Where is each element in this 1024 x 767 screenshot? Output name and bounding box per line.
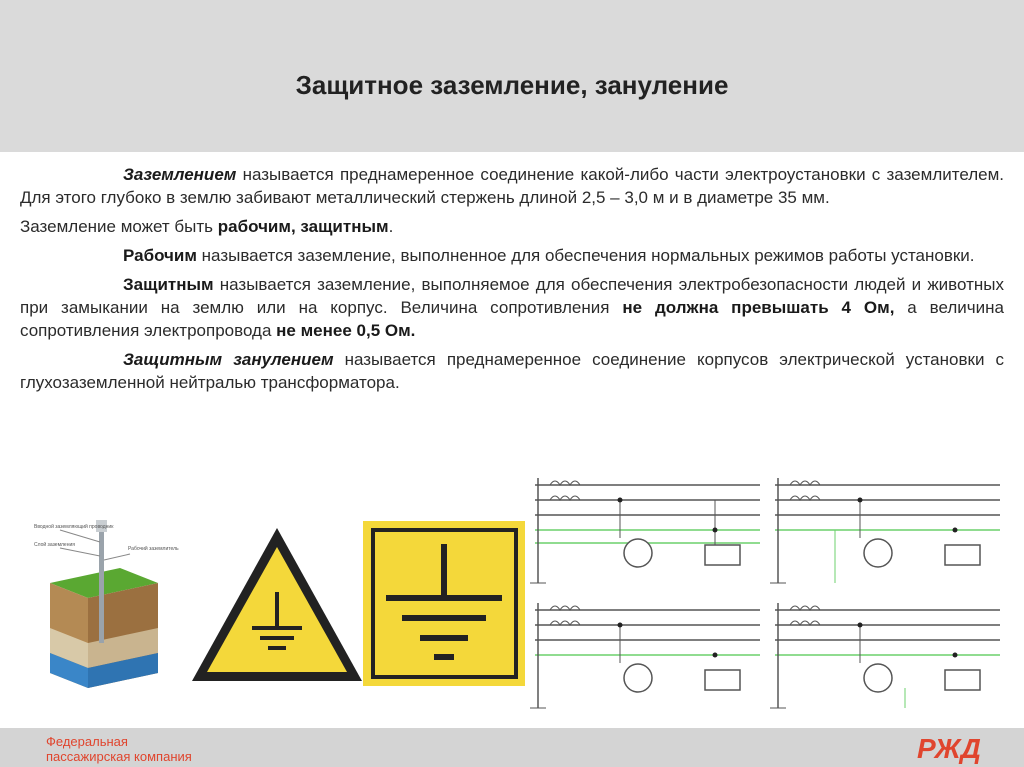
term-grounding: Заземлением xyxy=(123,165,237,184)
ground-rod-illustration xyxy=(34,520,179,688)
illustrations xyxy=(0,468,1024,728)
ground-warning-triangle-icon xyxy=(192,528,362,681)
ground-symbol-square-icon xyxy=(363,521,525,686)
rod-label-layer: Слой заземления xyxy=(34,542,75,548)
paragraph-working-grounding: Рабочим называется заземление, выполненное для обеспечения нормальных режимов работы установки. xyxy=(123,246,975,265)
paragraph-neutral-grounding: Защитным занулением называется преднамеренное соединение корпусов электрической установки с глухозаземленной нейтралью трансформатора. xyxy=(20,350,1005,392)
term-working: Рабочим xyxy=(123,246,197,265)
paragraph-grounding-types: Заземление может быть рабочим, защитным. xyxy=(20,217,394,236)
grounding-schematic-icon xyxy=(530,478,1000,708)
term-protective-neutral: Защитным занулением xyxy=(123,350,334,369)
schematic-panel-2 xyxy=(770,478,1000,583)
slide-header xyxy=(0,0,1024,152)
svg-text:РЖД: РЖД xyxy=(917,733,981,764)
schematic-panel-4 xyxy=(770,603,1000,708)
rzd-logo xyxy=(915,732,995,764)
slide-title: Защитное заземление, зануление xyxy=(295,70,729,100)
rod-label-electrode: Рабочий заземлитель xyxy=(128,546,179,552)
term-protective: Защитным xyxy=(123,275,214,294)
paragraph-grounding-definition: Заземлением называется преднамеренное соединение какой-либо части электроустановки с заземлителем. Для этого глубоко в землю забивают металлический стержень длиной 2,5 – 3,0 м и в диаметре 35 мм. xyxy=(20,165,1004,207)
schematic-panel-1 xyxy=(530,478,760,583)
slide-footer xyxy=(0,728,1024,767)
schematic-panel-3 xyxy=(530,603,760,708)
rod-label-lead: Вводной заземляющий проводник xyxy=(34,524,114,530)
paragraph-protective-grounding: Защитным называется заземление, выполняемое для обеспечения электробезопасности людей и животных при замыкании на землю или на корпус. Величина сопротивления не должна превышать 4 Ом, а величина сопротивления электропровода не менее 0,5 Ом. xyxy=(20,275,1004,340)
company-name: Федеральная пассажирская компания xyxy=(46,734,192,764)
slide-body xyxy=(20,163,1004,400)
